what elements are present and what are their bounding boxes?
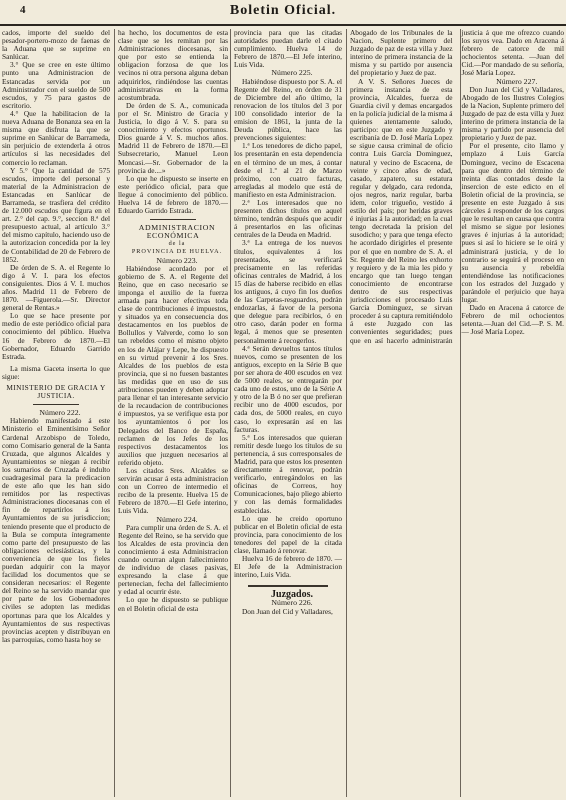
paragraph: Lo que he creido oportuno publicar en el Boletin oficial de esta provincia, para conocimiento de los tenedores del papel de la citada clase, llamado á renovar.	[234, 513, 342, 555]
notice-number: Número 226.	[271, 598, 313, 608]
paragraph: Habiendo manifestado á este Ministerio el Eminentísimo Señor Cardenal Arzobispo de Toledo, como Comisario general de la Santa Cruzada, que algunos Alcaldes y Ayuntamientos se niegan á recibir los sumarios de Cruzada é indulto cuadragesimal para la predicacion de este año que les han sido remitidos por las respectivas Administraciones diocesanas con el fin de repartirlos á los Ayuntamientos de su jurisdiccion; teniendo presente que el producto de la Bula se computa íntegramente como parte del presupuesto de las obligaciones eclesiásticas, y la conveniencia de que los fieles puedan adquirir con la mayor facilidad los documentos que se consideran necesarios: el Regente del Reino se ha servido mandar que por parte de los Gobernadores civiles se adopten las medidas oportunas para que los Alcaldes y Ayuntamientos de sus respectivas provincias acepten y distribuyan en las parroquias, como hasta hoy se	[2, 416, 110, 644]
paragraph: Don Juan del Cid y Valladares, Abogado de los Ilustres Colegios de la Nacion, Suplente primero del Juzgado de paz de esta villa y Juez interino de primera instancia de la misma y partido por ausencia del propietario y Juez de paz.	[461, 84, 564, 143]
ministry-heading: MINISTERIO DE GRACIA Y JUSTICIA.	[6, 383, 106, 401]
header-rule	[0, 24, 566, 26]
paragraph: 3.ª La entrega de los nuevos títulos, equivalentes á los presentados, se verificará precisamente en las referidas oficinas centrales de Madrid, á los 15 días de haberse recibido en ellas los antiguos, á cuyo fin los dueños de las Carpetas-resguardos, podrán endozarlas, á favor de la persona que delegue para recibirlos, ó en otro caso, darán poder en forma legal, á menos que se presenten personalmente á recogerlos.	[234, 238, 342, 345]
notice-number: Número 227.	[496, 76, 538, 86]
notice-number: Número 222.	[39, 408, 81, 418]
rule	[33, 404, 79, 405]
paragraph: De órden de S. A., comunicada por el Sr. Ministro de Gracia y Justicia, lo digo á V. S. para su conocimiento y efectos oportunos. Dios guarde á V. S. muchos años. Madrid 11 de Febrero de 1870.—El Subsecretario, Manuel Leon Moncasi.—Sr. Gobernador de la provincia de....»	[118, 100, 228, 175]
section-heading: ADMINISTRACION ECONÓMICA	[138, 223, 216, 241]
paragraph: Abogado de los Tribunales de la Nacion, Suplente primero del Juzgado de paz de esta villa y Juez interino de primera instancia de la misma y su partido por ausencia del propietario y Juez de paz.	[350, 29, 453, 78]
paragraph: 3.° Que se cree en este último punto una Administracion de Estancadas servida por un Administrador con el sueldo de 500 escudos, y 75 para gastos de escritorio.	[2, 60, 110, 110]
paragraph: Habiéndose dispuesto por S. A. el Regente del Reino, en órden de 31 de Diciembre del año último, la renovacion de los títulos del 3 por 100 consolidado interior de la emision de 1861, la junta de la Deuda pública, hace las prevenciones siguientes:	[234, 76, 342, 143]
paragraph: Huelva 16 de febrero de 1870. —El Jefe de la Administracion interino, Luis Vida.	[234, 554, 342, 580]
paragraph: De órden de S. A. el Regente lo digo á V. I. para los efectos consiguientes. Dios á V. I. muchos años. Madrid 11 de Febrero de 1870. —Figuerola.—Sr. Director general de Rentas.»	[2, 262, 110, 313]
paragraph: Don Juan del Cid y Valladares,	[242, 606, 333, 616]
column-3	[234, 29, 342, 797]
paragraph: 4.ª Serán devueltos tantos títulos nuevos, como se presenten de los antiguos, excepto en la Série B que por ser ahora de 400 escudos en vez de 5000 reales, se entregarán por cada uno de estos, uno de la Série A y otro de la B ó no ser que prefieran recibir uno de 4000 escudos, por cada dos, de 5000 reales, en cuyo caso, lo expresarán así en las facturas.	[234, 343, 342, 434]
column-2	[118, 29, 228, 797]
columns	[2, 29, 564, 800]
paragraph: provincia para que las citadas autoridades puedan darle el citado cumplimiento. Huelva 14 de Febrero de 1870.—El Jefe interino, Luis Vida.	[234, 29, 342, 70]
section-subheading: de la	[168, 240, 186, 248]
paragraph: 5.ª Los interesados que quieran remitir desde luego los títulos de su pertenencia, á sus corresponsales de Madrid, para que estos los presenten directamente á renovar, podrán verificarlo, entregándolos en las oficinas de Correos, hoy Comunicaciones, bajo pliego abierto y con las demás formalidades establecidas.	[234, 432, 342, 515]
rule	[248, 585, 328, 587]
paragraph: Dado en Aracena á catorce de Febrero de mil ochocientos setenta.—Juan del Cid.—P. S. M.— José María Lopez.	[461, 303, 564, 337]
paragraph: Los citados Sres. Alcaldes se servirán acusar á esta administracion con un Correo de intermedio el recibo de la presente. Huelva 15 de Febrero de 1870.—El Gefe interino, Luis Vida.	[118, 465, 228, 516]
paragraph: Habiéndose acordado por el gobierno de S. A. el Regente del Reino, que en caso necesario se imponga el auxilio de la fuerza armada para hacer efectivas toda clase de contribuciones é impuestos, y situados ya en consecuencia dos destacamentos en los pueblos de Bollullos y Valverde, como lo son tan rebeldes como el mismo objeto en los de Alájar y Lepe, he dispuesto en su virtud prevenir á los Sres. Alcaldes de los pueblos de esta provincia, que si no fuesen bastantes las medidas que en uso de sus atribuciones pueden y deben adoptar para llenar el tan interesante servicio de la recaudacion de contribuciones é impuestos, ya se verifique esta por los ayuntamientos ó por los Delegados del Banco de España, reclamen de los Jefes de los respectivos destacamentos los auxilios que juzguen necesarios al referido objeto.	[118, 263, 228, 467]
paragraph: A V. S. Señores Jueces de primera instancia de esta provincia, Alcaldes, fuerza de Guardia civil y demas encargados en la policía judicial de la misma á quienes atentamente saludo, participo: que en este Juzgado y escribanía de D. José María Lopez se sigue causa criminal de oficio contra Luis García Dominguez, natural y vecino de Escacena, de veinte y cinco años de edad, casado, zapatero, su estatura regular y delgado, cara redonda, ojos negros, nariz regular, barba idem, color trigueño, vestido á estilo del país; por heridas graves é injurias á la autoridad; en la cual tengo decretada la prision del susodicho; y para que tenga efecto he acordado dirigirles el presente por el que en nombre de S. A. el Sr. Regente del Reino les exhorto y requiero y de la mia les pido y encargo que tan luego tengan conocimiento de encontrarse dentro de sus respectivas jurisdicciones el procesado Luis García Dominguez, se sirvan proceder á su captura remitiéndolo á este Juzgado con las convenientes seguridades; pues que en así hacerlo administrarán justicia á que me ofrezco cuando los suyos vea. Dado en Aracena á febrero de catorce de mil ochocientos setenta. —Juan del Cid.—Por mandado de su señoría, José María Lopez.	[350, 29, 564, 345]
paragraph: La misma Gaceta inserta lo que sigue:	[2, 363, 110, 381]
page-number: 4	[20, 4, 27, 16]
rule	[150, 219, 196, 220]
column-4	[350, 29, 564, 797]
court-heading: Juzgados.	[271, 589, 313, 601]
notice-number: Número 225.	[271, 68, 313, 78]
paragraph: Para cumplir una órden de S. A. el Regente del Reino, se ha servido que los Alcaldes de esta provincia den conocimiento á esta Administracion cuando ocurran algun fallecimiento de individuo de clases pasivas, expresando la clase á que pertenecian, fecha del fallecimiento y edad al ocurrir éste.	[118, 522, 228, 597]
paragraph: ha hecho, los documentos de esta clase que se les remitan por las Administraciones diocesanas, sin que por esto se entienda la obligacion forzosa de que los vecinos ni otra persona alguna deban adquirirlos, rindiéndose las cuentas administrativas en la forma acostumbrada.	[118, 29, 228, 102]
paragraph: 1.ª Los tenedores de dicho papel, los presentarán en esta dependencia en el término de un mes, á contar desde el 1.º al 21 de Marzo próximo, con cuatro facturas, arregladas al modelo que está de manifiesto en esta Administracion.	[234, 141, 342, 199]
paragraph: Lo que he dispuesto se publique en el Boletin oficial de esta	[118, 595, 228, 613]
paragraph: 2.ª Los interesados que no presenten dichos títulos en aquel término, tendrán después que acudir á presentarlos en las oficinas centrales de la Deuda en Madrid.	[234, 197, 342, 240]
paragraph: Por el presente, cito llamo y emplazo á Luis García Dominguez, vecino de Escacena para que dentro del término de treinta días contados desde la insercion de este edicto en el Boletin oficial de la provincia, se presente en este Juzgado á sus cárceles á responder de los cargos que le resultan en causa que contra el mismo se sigue por lesiones graves é injurias á la autoridad; pues si así lo hiciere se le oirá y administrará justicia, y de lo contrario se seguirá el proceso en su ausencia y rebeldía entendiéndose las notificaciones con los estrados del Juzgado y parándole el perjuicio que haya lugar.	[461, 141, 564, 305]
column-1	[2, 29, 110, 797]
paragraph: 4.° Que la habilitacion de la nueva Aduana de Bonanza sea en la misma que disfruta la que se suprime en Sanlúcar de Barrameda, sin perjuicio de extenderla á otros artículos si las necesidades del comercio lo reclaman.	[2, 108, 110, 167]
notice-number: Número 223.	[156, 255, 198, 265]
paragraph: Y 5.° Que la cantidad de 575 escudos, importe del personal y material de la Administracion de Estancadas en Sanlúcar de Barrameda, se trasfiera del crédito de 12.000 escudos que figura en el art. 2.° del cap. 9.°, seccion 8.ª del presupuesto actual, al artículo 3.° del mismo capítulo, haciendo uso de la autorizacion concedida por la ley de Contabilidad de 20 de Febrero de 1852.	[2, 165, 110, 264]
paragraph: Lo que he dispuesto se inserte en este periódico oficial, para que llegue á conocimiento del público. Huelva 14 de febrero de 1870.— Eduardo Garrido Estrada.	[118, 173, 228, 216]
section-subheading: PROVINCIA DE HUELVA.	[131, 248, 223, 256]
paragraph: cados, importe del sueldo del pesador-portero-mozo de faenas de la Aduana que se suprime en Sanlúcar.	[2, 29, 110, 62]
paragraph: Lo que se hace presente por medio de este periódico oficial para conocimiento del público. Huelva 16 de Febrero de 1870.—El Gobernador, Eduardo Garrido Estrada.	[2, 311, 110, 361]
publication-title: Boletin Oficial.	[229, 3, 337, 18]
notice-number: Número 224.	[156, 514, 198, 524]
page-header	[0, 0, 566, 24]
